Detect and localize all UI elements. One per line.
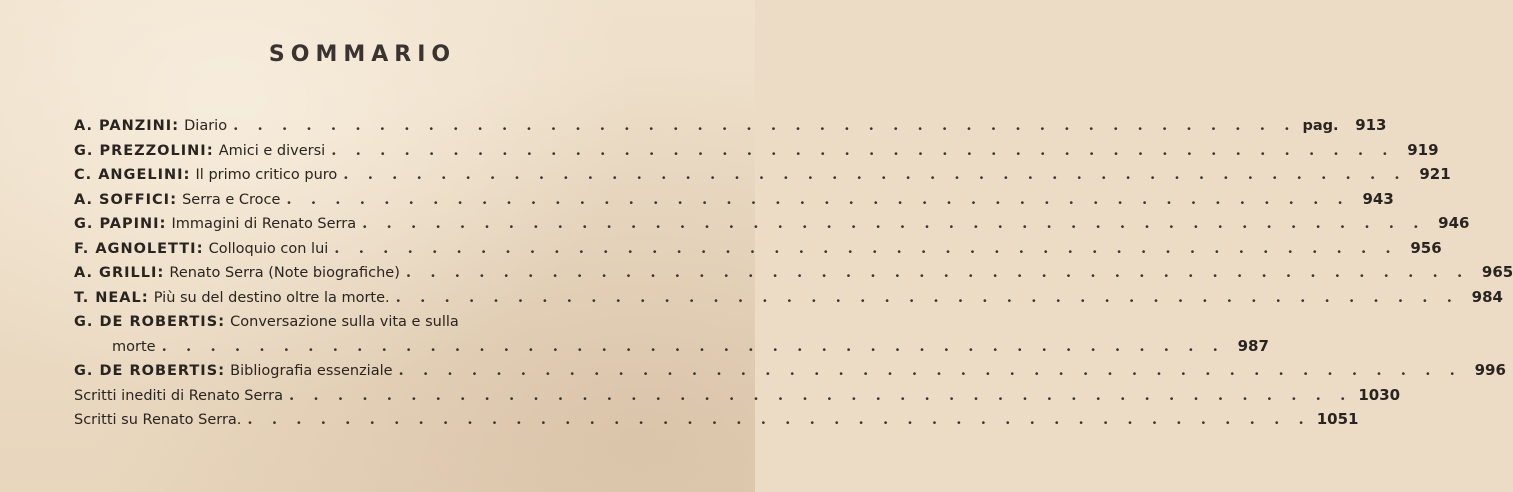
toc-title: Diario xyxy=(184,118,228,134)
toc-title: Scritti su Renato Serra. xyxy=(74,412,242,428)
toc-entry xyxy=(74,189,1394,215)
toc-separator: : xyxy=(170,189,177,208)
toc-title: Immagini di Renato Serra xyxy=(171,216,357,232)
toc-separator: : xyxy=(218,312,225,330)
toc-entry xyxy=(74,312,659,337)
toc-page-number: 1030 xyxy=(1358,385,1401,404)
dot-leader: . . . . . . . . . . . . . . . . . . . . . . . . . . . . . . . . . . . . . . . . . . . . xyxy=(286,189,1350,208)
toc-entry xyxy=(74,140,1439,166)
toc-entry xyxy=(74,263,1513,288)
toc-author: A. PANZINI xyxy=(74,118,173,134)
dot-leader: . . . . . . . . . . . . . . . . . . . . . . . . . . . . . . . . . . . . . . . . . . . . xyxy=(334,238,1398,257)
toc-title: Amici e diversi xyxy=(218,142,326,159)
toc-entry xyxy=(74,238,1442,264)
toc-entry xyxy=(74,116,1387,141)
dot-leader: . . . . . . . . . . . . . . . . . . . . . . . . . . . . . . . . . . . . . . . . . . . . xyxy=(405,263,1470,281)
toc-separator: : xyxy=(172,116,179,134)
toc-title: Bibliografia essenziale xyxy=(230,363,393,379)
dot-leader: . . . . . . . . . . . . . . . . . . . . . . . . . . . . . . . . . . . . . . . . . . . . xyxy=(395,287,1459,306)
dot-leader: . . . . . . . . . . . . . . . . . . . . . . . . . . . . . . . . . . . . . . . . . . . . xyxy=(233,116,1297,134)
toc-page-number: 946 xyxy=(1438,214,1470,232)
toc-author: G. PREZZOLINI xyxy=(74,142,207,159)
toc-page-number: 987 xyxy=(1237,336,1269,355)
table-of-contents xyxy=(74,116,1513,435)
toc-separator: : xyxy=(196,238,203,257)
toc-page-number: 921 xyxy=(1419,165,1451,183)
toc-author: C. ANGELINI xyxy=(74,167,184,183)
toc-separator: : xyxy=(159,214,166,232)
page-abbrev: pag. xyxy=(1302,118,1339,134)
toc-author: F. AGNOLETTI xyxy=(74,240,197,257)
dot-leader: . . . . . . . . . . . . . . . . . . . . . . . . . . . . . . . . . . . . . . . . . . . . xyxy=(288,385,1353,404)
toc-title: Conversazione sulla vita e sulla xyxy=(230,314,459,330)
page-title: SOMMARIO xyxy=(268,42,457,67)
dot-leader: . . . . . . . . . . . . . . . . . . . . . . . . . . . . . . . . . . . . . . . . . . . . xyxy=(161,336,1225,355)
toc-page-number: 965 xyxy=(1481,263,1513,281)
toc-title: Serra e Croce xyxy=(182,191,281,208)
toc-page-number: 943 xyxy=(1362,189,1394,208)
toc-separator: : xyxy=(218,361,225,379)
toc-separator: : xyxy=(141,287,148,306)
toc-title: Più su del destino oltre la morte. xyxy=(153,289,390,306)
toc-title: Il primo critico puro xyxy=(195,167,338,183)
dot-leader: . . . . . . . . . . . . . . . . . . . . . . . . . . . . . . . . . . . . . . . . . . . . xyxy=(331,140,1395,159)
toc-entry xyxy=(74,287,1503,313)
toc-page-number: 913 xyxy=(1355,116,1387,134)
toc-page-number: 1051 xyxy=(1316,410,1359,428)
dot-leader: . . . . . . . . . . . . . . . . . . . . . . . . . . . . . . . . . . . . . . . . . . . . xyxy=(343,165,1407,183)
toc-page-number: 996 xyxy=(1474,361,1506,379)
toc-title: Scritti inediti di Renato Serra xyxy=(74,387,283,404)
toc-page-number: 984 xyxy=(1471,287,1503,306)
toc-entry xyxy=(74,165,1451,190)
dot-leader: . . . . . . . . . . . . . . . . . . . . . . . . . . . . . . . . . . . . . . . . . . . . xyxy=(247,410,1311,428)
toc-author: A. SOFFICI xyxy=(74,191,171,208)
toc-title-continuation: morte xyxy=(112,338,156,355)
toc-entry xyxy=(74,361,1506,386)
dot-leader: . . . . . . . . . . . . . . . . . . . . . . . . . . . . . . . . . . . . . . . . . . . . xyxy=(362,214,1426,232)
toc-author: G. DE ROBERTIS xyxy=(74,314,219,330)
toc-author: A. GRILLI xyxy=(74,265,158,281)
toc-author: G. PAPINI xyxy=(74,216,160,232)
toc-entry-continuation xyxy=(74,336,1269,362)
toc-page-number: 919 xyxy=(1407,140,1439,159)
toc-entry xyxy=(74,214,1470,239)
toc-author: G. DE ROBERTIS xyxy=(74,363,219,379)
toc-separator: : xyxy=(157,263,164,281)
toc-entry xyxy=(74,385,1401,411)
toc-author: T. NEAL xyxy=(74,289,142,306)
toc-separator: : xyxy=(183,165,190,183)
toc-title: Colloquio con lui xyxy=(208,240,329,257)
toc-separator: : xyxy=(206,140,213,159)
toc-title: Renato Serra (Note biografiche) xyxy=(169,265,400,281)
toc-entry xyxy=(74,410,1359,435)
dot-leader: . . . . . . . . . . . . . . . . . . . . . . . . . . . . . . . . . . . . . . . . . . . . xyxy=(398,361,1462,379)
toc-page-number: 956 xyxy=(1410,238,1442,257)
